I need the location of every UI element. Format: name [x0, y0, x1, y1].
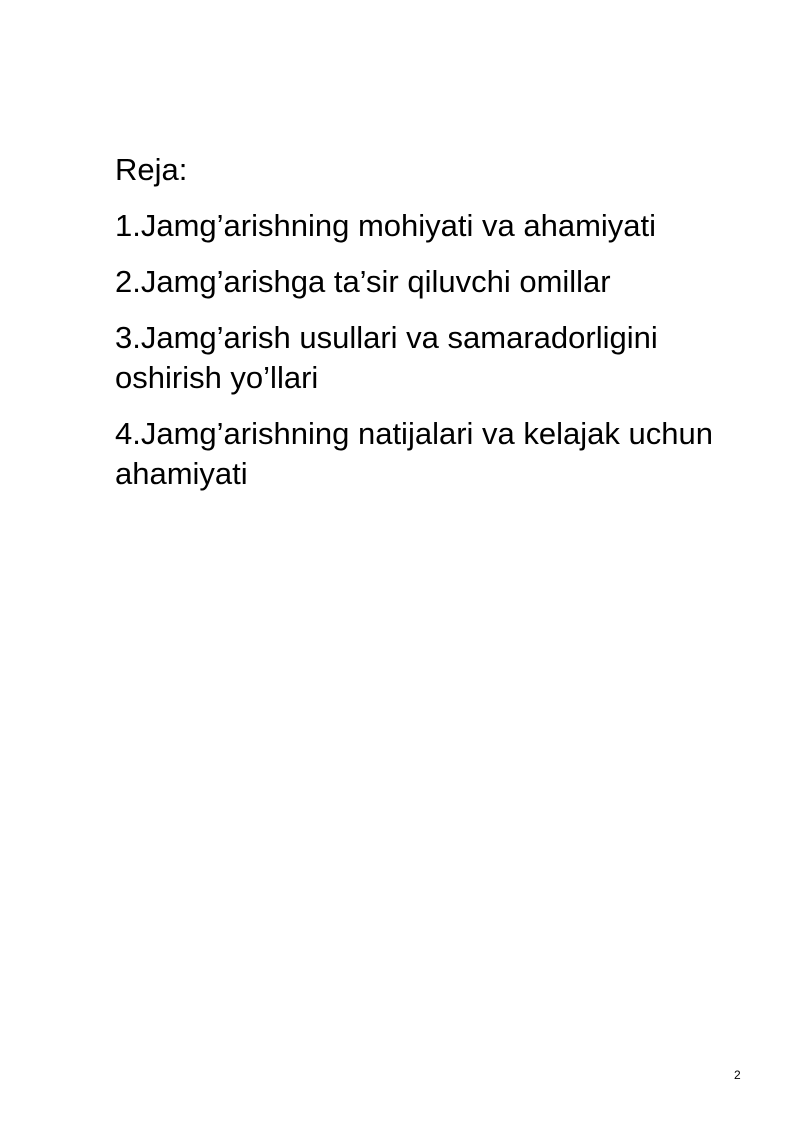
plan-heading: Reja: — [115, 152, 188, 187]
plan-item-3: 3.Jamg’arish usullari va samaradorligini oshirish yo’llari — [115, 320, 658, 395]
plan-item-1: 1.Jamg’arishning mohiyati va ahamiyati — [115, 208, 657, 243]
plan-section — [115, 150, 745, 510]
page-number: 2 — [734, 1068, 741, 1082]
plan-list — [115, 206, 745, 494]
plan-item-2: 2.Jamg’arishga ta’sir qiluvchi omillar — [115, 264, 611, 299]
plan-item-4: 4.Jamg’arishning natijalari va kelajak uchun ahamiyati — [115, 416, 713, 491]
